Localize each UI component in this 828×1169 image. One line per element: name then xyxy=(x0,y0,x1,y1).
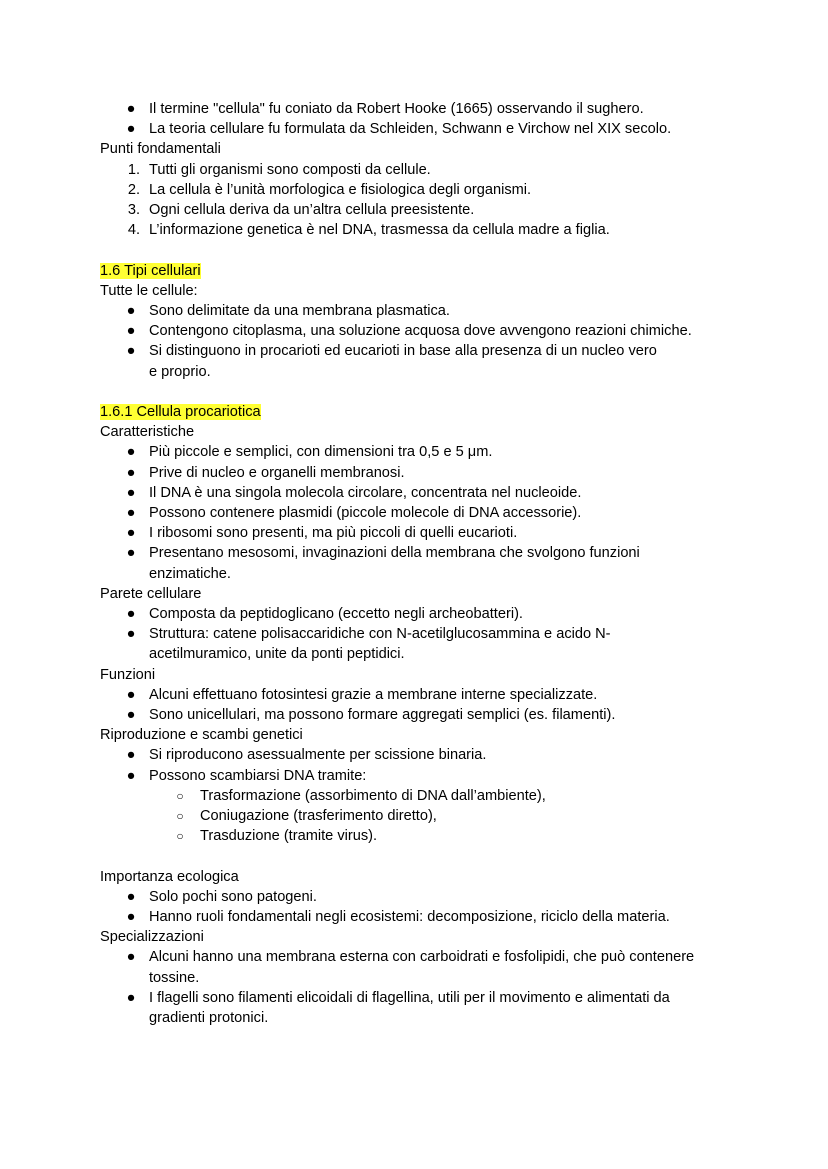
bullet-icon: ● xyxy=(126,323,136,340)
highlighted-title: 1.6 Tipi cellulari xyxy=(100,262,201,279)
list-item-text: Possono contenere plasmidi (piccole molecole di DNA accessorie). xyxy=(149,505,582,522)
list-item-text: Il termine "cellula" fu coniato da Robert Hooke (1665) osservando il sughero. xyxy=(149,101,644,117)
parete-bullet-list xyxy=(100,604,740,665)
intro-bullet-list xyxy=(100,99,740,139)
list-item-text: Coniugazione (trasferimento diretto), xyxy=(200,808,437,825)
bullet-icon: ● xyxy=(126,747,136,764)
tipi-lead: Tutte le cellule: xyxy=(100,282,198,299)
bullet-icon: ● xyxy=(126,343,136,360)
list-item-text: L’informazione genetica è nel DNA, trasmessa da cellula madre a figlia. xyxy=(149,222,610,239)
bullet-icon: ● xyxy=(126,606,136,623)
caratteristiche-heading: Caratteristiche xyxy=(100,424,195,441)
bullet-icon: ● xyxy=(126,444,136,461)
bullet-icon: ● xyxy=(126,626,136,643)
punti-heading: Punti fondamentali xyxy=(100,141,221,158)
bullet-icon: ● xyxy=(126,989,136,1006)
bullet-icon: ● xyxy=(126,525,136,542)
spacer xyxy=(100,382,740,402)
spacer xyxy=(100,846,740,866)
list-item-text: Il DNA è una singola molecola circolare, concentrata nel nucleoide. xyxy=(149,484,582,501)
list-number: 2. xyxy=(127,181,140,198)
list-item-text: Struttura: catene polisaccaridiche con N-acetilglucosammina e acido N-acetilmuramico, unite da ponti peptidici. xyxy=(149,626,611,663)
list-item-text: Ogni cellula deriva da un’altra cellula preesistente. xyxy=(149,202,475,219)
sub-list-item xyxy=(100,806,740,826)
specializzazioni-heading: Specializzazioni xyxy=(100,929,204,946)
list-item xyxy=(100,160,740,180)
list-item xyxy=(100,685,740,705)
list-item xyxy=(100,766,740,786)
bullet-icon: ● xyxy=(126,686,136,703)
bullet-icon: ● xyxy=(126,949,136,966)
list-item-text: Possono scambiarsi DNA tramite: xyxy=(149,767,367,784)
list-item xyxy=(100,624,740,664)
bullet-icon: ● xyxy=(126,303,136,320)
list-item xyxy=(100,119,740,139)
bullet-icon: ● xyxy=(126,707,136,724)
bullet-icon: ● xyxy=(126,888,136,905)
list-item xyxy=(100,220,740,240)
list-item-text: La teoria cellulare fu formulata da Schleiden, Schwann e Virchow nel XIX secolo. xyxy=(149,121,672,138)
funzioni-bullet-list xyxy=(100,685,740,725)
bullet-icon: ● xyxy=(126,101,136,117)
list-item xyxy=(100,442,740,462)
list-item-text: Sono delimitate da una membrana plasmatica. xyxy=(149,303,450,320)
list-item-text: Hanno ruoli fondamentali negli ecosistemi: decomposizione, riciclo della materia. xyxy=(149,909,670,926)
riproduzione-sub-list xyxy=(100,786,740,847)
bullet-icon: ● xyxy=(126,545,136,562)
importanza-heading: Importanza ecologica xyxy=(100,868,239,885)
list-item xyxy=(100,341,740,381)
list-item-text: Trasduzione (tramite virus). xyxy=(200,828,378,845)
list-item xyxy=(100,947,740,987)
sub-list-item xyxy=(100,826,740,846)
circle-bullet-icon: ○ xyxy=(176,829,184,844)
list-item xyxy=(100,301,740,321)
list-item-text: La cellula è l’unità morfologica e fisiologica degli organismi. xyxy=(149,181,532,198)
caratteristiche-bullet-list xyxy=(100,442,740,583)
section-title-procariotica xyxy=(100,402,740,422)
list-item xyxy=(100,99,740,119)
list-item xyxy=(100,523,740,543)
list-number: 4. xyxy=(127,222,140,239)
bullet-icon: ● xyxy=(126,909,136,926)
bullet-icon: ● xyxy=(126,505,136,522)
list-item-text: Composta da peptidoglicano (eccetto negli archeobatteri). xyxy=(149,606,523,623)
list-item-text: Solo pochi sono patogeni. xyxy=(149,888,317,905)
list-item xyxy=(100,887,740,907)
riproduzione-bullet-list xyxy=(100,745,740,785)
tipi-bullet-list xyxy=(100,301,740,382)
list-item xyxy=(100,604,740,624)
list-item-text: Si distinguono in procarioti ed eucarioti in base alla presenza di un nucleo vero e proprio. xyxy=(149,343,657,380)
list-item xyxy=(100,483,740,503)
bullet-icon: ● xyxy=(126,464,136,481)
list-item-text: Prive di nucleo e organelli membranosi. xyxy=(149,464,405,481)
spacer xyxy=(100,240,740,260)
list-item-text: Tutti gli organismi sono composti da cellule. xyxy=(149,161,431,178)
list-item xyxy=(100,907,740,927)
punti-numbered-list xyxy=(100,160,740,241)
section-title-tipi xyxy=(100,261,740,281)
list-item-text: Si riproducono asessualmente per scissione binaria. xyxy=(149,747,487,764)
list-item xyxy=(100,321,740,341)
funzioni-heading: Funzioni xyxy=(100,666,156,683)
list-number: 3. xyxy=(127,202,140,219)
list-item-text: Più piccole e semplici, con dimensioni tra 0,5 e 5 μm. xyxy=(149,444,493,461)
sub-list-item xyxy=(100,786,740,806)
list-item-text: Sono unicellulari, ma possono formare aggregati semplici (es. filamenti). xyxy=(149,707,616,724)
list-item xyxy=(100,543,740,583)
list-item xyxy=(100,988,740,1028)
list-item xyxy=(100,503,740,523)
list-item-text: Trasformazione (assorbimento di DNA dall’ambiente), xyxy=(200,787,546,804)
parete-heading: Parete cellulare xyxy=(100,585,202,602)
circle-bullet-icon: ○ xyxy=(176,788,184,803)
highlighted-title: 1.6.1 Cellula procariotica xyxy=(100,404,261,421)
list-item xyxy=(100,745,740,765)
list-item-text: Alcuni hanno una membrana esterna con carboidrati e fosfolipidi, che può contenere tossine. xyxy=(149,949,695,986)
riproduzione-heading: Riproduzione e scambi genetici xyxy=(100,727,303,744)
bullet-icon: ● xyxy=(126,767,136,784)
list-item xyxy=(100,200,740,220)
bullet-icon: ● xyxy=(126,121,136,138)
list-item-text: I ribosomi sono presenti, ma più piccoli di quelli eucarioti. xyxy=(149,525,518,542)
specializzazioni-bullet-list xyxy=(100,947,740,1028)
list-item xyxy=(100,705,740,725)
list-item-text: Alcuni effettuano fotosintesi grazie a membrane interne specializzate. xyxy=(149,686,598,703)
circle-bullet-icon: ○ xyxy=(176,809,184,824)
list-item-text: I flagelli sono filamenti elicoidali di flagellina, utili per il movimento e alimentati da gradienti protonici. xyxy=(149,989,670,1027)
list-item-text: Presentano mesosomi, invaginazioni della membrana che svolgono funzioni enzimatiche. xyxy=(149,545,640,582)
document-page xyxy=(100,99,740,1028)
list-number: 1. xyxy=(127,161,140,178)
list-item xyxy=(100,463,740,483)
list-item xyxy=(100,180,740,200)
list-item-text: Contengono citoplasma, una soluzione acquosa dove avvengono reazioni chimiche. xyxy=(149,323,692,340)
importanza-bullet-list xyxy=(100,887,740,927)
bullet-icon: ● xyxy=(126,484,136,501)
